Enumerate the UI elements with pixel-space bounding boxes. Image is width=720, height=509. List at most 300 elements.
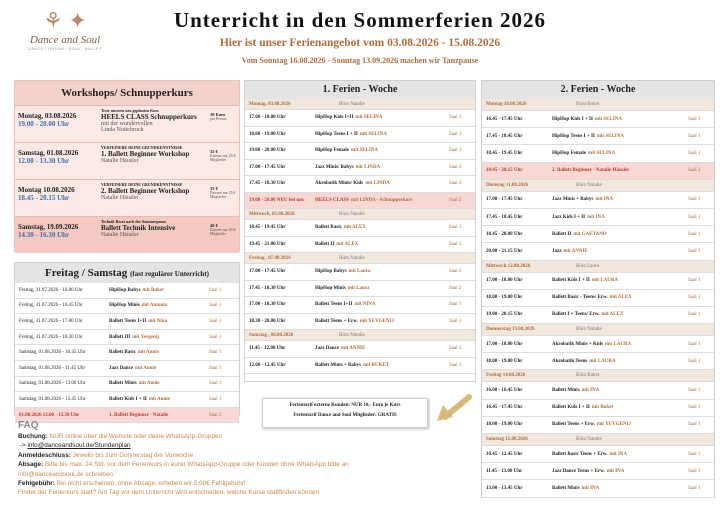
row-time: 18.45 - 19.45 Uhr [486, 150, 523, 156]
class-name: HipHop Kids I + II [552, 116, 593, 122]
schedule-row [245, 127, 475, 144]
schedule-row [482, 163, 714, 180]
fridaysat-title [15, 263, 239, 283]
row-time: 17.00 - 17.45 Uhr [486, 197, 523, 203]
row-class [552, 312, 688, 317]
row-class [552, 422, 688, 427]
schedule-row [482, 353, 714, 370]
schedule-row [482, 480, 714, 497]
teacher-name: mit Laura [348, 269, 371, 275]
faq-fee: Fehlgebühr: Bei nicht erscheinen, ohne Absage, erheben wir 5,00€ Fehlgebühr! [18, 480, 246, 488]
room-label: Saal 1 [209, 287, 222, 293]
schedule-row [482, 243, 714, 260]
workshop-teacher: Linda Nottebrock [101, 127, 144, 133]
workshops-title: Workshops/ Schnupperkurs [15, 81, 239, 105]
price-external: Ferientarif externe Kunden: NUR 10,- Euro je Kurs [289, 403, 401, 408]
room-label: Saal 1 [688, 388, 701, 394]
teacher-name: mit ANNIE [341, 346, 366, 352]
schedule-row [245, 341, 475, 358]
day-header [482, 261, 714, 273]
workshop-name: 1. Ballett Beginner Workshop [101, 150, 190, 158]
room-label: Saal 2 [449, 164, 462, 170]
room-label: Saal 1 [688, 295, 701, 301]
teacher-name: mit SELINA [355, 115, 383, 121]
fridaysat-title-small: (fast regulärer Unterricht) [130, 270, 209, 278]
row-class [552, 197, 688, 202]
class-name: HipHop Kids I+II [315, 115, 354, 121]
teacher-name: mit SELINA [594, 116, 623, 122]
schedule-row [15, 314, 239, 330]
room-label: Saal 2 [449, 197, 462, 203]
faq-section [18, 420, 478, 498]
row-time: 16.45 - 17.45 Uhr [486, 405, 523, 411]
class-name: Ballett Minis + Babys [315, 362, 362, 368]
workshop-name: 2. Ballett Beginner Workshop [101, 187, 190, 195]
room-label: Saal 1 [209, 334, 222, 340]
room-label: Saal 2 [209, 412, 222, 418]
class-name: HipHop Minis [109, 303, 140, 309]
row-class [315, 132, 449, 137]
row-class [552, 359, 688, 364]
workshop-date: Samstag, 19.09.2026 [18, 223, 79, 231]
workshop-teacher: Natalie Häusler [101, 158, 139, 164]
class-name: Jazz Kids I + II [552, 214, 586, 220]
schedule-row [245, 193, 475, 210]
teacher-name: mit ALEX [343, 225, 366, 231]
teacher-name: mit YEVGENIJ [359, 318, 394, 324]
page-subtitle: Hier ist unser Ferienangebot vom 03.08.2026 - 15.08.2026 [219, 37, 501, 49]
row-time: 13.00 - 13.45 Uhr [486, 485, 523, 491]
page-title: Unterricht in den Sommerferien 2026 [173, 8, 547, 32]
workshop-info [99, 217, 209, 253]
workshop-price-note: Externe nur 30 € Mitglieder [210, 228, 236, 236]
week1-title: 1. Ferien - Woche [245, 81, 475, 99]
room-label: Saal 1 [688, 116, 701, 122]
row-time: 18.00 - 19.00 Uhr [486, 422, 523, 428]
schedule-row [245, 110, 475, 127]
room-label: Saal 2 [688, 168, 701, 174]
room-label: Saal 1 [449, 225, 462, 231]
office-label: Büro Buket [576, 102, 600, 107]
row-class [315, 242, 449, 247]
row-class [552, 405, 688, 410]
workshop-price-main: 35 € [210, 149, 218, 154]
schedule-row [15, 377, 239, 393]
row-class [552, 469, 688, 474]
day-header [482, 370, 714, 382]
schedule-row [482, 273, 714, 290]
row-time: 17.00 - 18.30 Uhr [249, 302, 286, 308]
schedule-row [245, 143, 475, 160]
class-name: Ballett Basic [315, 225, 342, 231]
teacher-name: mit INA [606, 468, 625, 474]
workshop-sub: mit der wundervollen [101, 121, 153, 127]
class-name: Ballett Minis [109, 381, 137, 387]
teacher-name: mit Annie [135, 365, 157, 371]
row-time: 18.45 - 20.00 Uhr [486, 231, 523, 237]
room-label: Saal 1 [688, 451, 701, 457]
teacher-name: mit INA [581, 388, 600, 394]
price-members: Ferientarif Dance and Soul Mitglieder: GRATIS [293, 413, 397, 418]
teacher-name: mit Nina [148, 318, 168, 324]
teacher-name: mit BUKET [363, 362, 390, 368]
class-name: HipHop Female [315, 148, 350, 154]
row-class [552, 388, 688, 393]
office-label: Büro Natalie [339, 255, 365, 261]
workshop-name: HEELS CLASS Schnupperkurs [101, 113, 197, 121]
room-label: Saal 1 [688, 278, 701, 284]
row-time: 18.30 - 20.00 Uhr [249, 318, 286, 324]
class-name: Jazz Dance Teens + Erw. [552, 468, 605, 474]
faq-link-line: -> info@danceandsoul.de/Stundenplan [19, 442, 131, 450]
workshop-item [15, 216, 239, 253]
workshop-price-note: Externe nur 25 € Mitglieder [210, 154, 236, 162]
class-name: Ballett Basic [109, 350, 136, 356]
schedule-row [482, 417, 714, 434]
row-class [552, 278, 688, 283]
row-class [315, 148, 449, 153]
schedule-row [482, 209, 714, 226]
day-label: Mittwoch 12.08.2026 [486, 263, 531, 269]
row-time: 11.45 - 13.00 Uhr [486, 468, 523, 474]
class-name: Ballett Kids I + II [552, 278, 590, 284]
room-label: Saal 1 [688, 197, 701, 203]
row-class [315, 319, 449, 324]
room-label: Saal 2 [449, 269, 462, 275]
workshop-date: Montag, 03.08.2026 [18, 112, 77, 120]
class-name: Jazz Dance [109, 365, 134, 371]
office-label: Büro Laura [576, 263, 599, 269]
day-header [245, 99, 475, 110]
row-time: 10.45 - 12.45 Uhr [486, 451, 523, 457]
row-class [552, 452, 688, 457]
faq-decision: Findet der Ferienkurs statt? Am Tag vor dem Unterricht wird entschieden, welche Kurse stattfinden können [18, 489, 320, 497]
fridaysat-title-main: Freitag / Samstag [45, 267, 128, 279]
class-name: HipHop Teens I + II [552, 133, 595, 139]
teacher-name: mit LAURA [591, 278, 619, 284]
schedule-row [482, 307, 714, 324]
class-name: Ballett Minis [552, 485, 580, 491]
workshop-when [15, 106, 99, 142]
row-class [552, 117, 688, 122]
class-name: Ballett Kids I + II [552, 405, 590, 411]
faq-title: FAQ [18, 420, 39, 431]
class-name: Ballett III [109, 334, 131, 340]
day-header [482, 180, 714, 192]
class-name: 1. Ballett Beginner - Natalie [109, 412, 169, 418]
teacher-name: mit Yevgenij [132, 334, 159, 340]
workshop-item [15, 105, 239, 142]
room-label: Saal 1 [688, 485, 701, 491]
teacher-name: mit LINDA [365, 181, 390, 187]
row-time: 17.45 - 18.45 Uhr [486, 214, 523, 220]
class-name: Ballett Teens I+II [315, 302, 353, 308]
day-header [245, 253, 475, 264]
class-name: Ballett II [315, 241, 335, 247]
row-time: 17.00 - 18.00 Uhr [486, 278, 523, 284]
room-label: Saal 1 [688, 358, 701, 364]
schedule-row [15, 361, 239, 377]
row-class [109, 350, 209, 355]
workshop-price [209, 143, 239, 179]
row-class [315, 198, 449, 203]
teacher-name: mit Annie [137, 350, 159, 356]
row-time: 18.00 - 19.00 Uhr [249, 131, 286, 137]
workshop-time: 19.00 - 20.00 Uhr [18, 120, 70, 128]
room-label: Saal 2 [449, 285, 462, 291]
day-label: Mittwoch, 05.08.2026 [249, 211, 295, 217]
room-label: Saal 1 [688, 422, 701, 428]
row-time: 11.45 - 12.00 Uhr [249, 346, 286, 352]
day-label: Samstag , 08.08.2026 [249, 332, 294, 338]
room-label: Saal 1 [209, 350, 222, 356]
pause-notice: Vom Sonntag 16.08.2026 - Sonntag 13.09.2026 machen wir Tanzpause [241, 56, 479, 65]
day-header [245, 330, 475, 341]
fridaysat-panel [14, 262, 240, 416]
room-label: Saal 1 [449, 318, 462, 324]
room-label: Saal 1 [449, 115, 462, 121]
row-time: Samstag, 01.08.2026 - 13.45 Uhr [19, 396, 86, 402]
row-time: Samstag, 01.08.2026 - 13.00 Uhr [19, 381, 86, 387]
schedule-row [482, 226, 714, 243]
row-class [109, 381, 209, 386]
class-name: Ballett I + Teens/ Erw. [552, 312, 600, 318]
row-time: 17.00 - 18.00 Uhr [486, 341, 523, 347]
class-name: Jazz [552, 248, 562, 254]
workshop-price-note: pro Person [210, 117, 227, 121]
teacher-name: mit LAURA [589, 358, 616, 364]
schedule-row [15, 345, 239, 361]
week2-panel [481, 80, 715, 498]
row-class [109, 413, 209, 418]
teacher-name: mit Laura [347, 285, 370, 291]
row-time: Freitag, 31.07.2026 - 16.45 Uhr [19, 303, 83, 309]
teacher-name: mit SELINA [359, 131, 387, 137]
row-class [552, 232, 688, 237]
workshop-name: Ballett Technik Intensive [101, 224, 176, 232]
room-label: Saal 1 [688, 405, 701, 411]
row-time: 16.45 - 17.45 Uhr [486, 116, 523, 122]
row-time: 17.00 - 18.00 Uhr [249, 115, 286, 121]
office-label: Büro Natalie [339, 332, 365, 338]
class-name: Akrobatik Teens [552, 358, 588, 364]
workshop-note: Technik Reset nach der Sommerpause [101, 219, 167, 224]
row-time: Freitag, 31.07.2026 - 17.00 Uhr [19, 318, 83, 324]
workshop-teacher: Natalie Häusler [101, 195, 139, 201]
office-label: Büro Natalie [576, 437, 602, 442]
row-class [109, 335, 209, 340]
schedule-row [245, 297, 475, 314]
class-name: Ballett II [552, 231, 572, 237]
row-class [315, 302, 449, 307]
teacher-name: mit GAETANO [573, 231, 607, 237]
day-header [482, 434, 714, 446]
row-time: Freitag, 31.07.2026 - 18.30 Uhr [19, 334, 83, 340]
room-label: Saal 1 [688, 468, 701, 474]
row-time: 18.45 - 19.45 Uhr [249, 225, 286, 231]
teacher-name: mit Buket [142, 287, 164, 293]
teacher-name: mit INA [581, 485, 600, 491]
row-class [315, 115, 449, 120]
office-label: Büro Natalie [576, 182, 602, 188]
row-time: Samstag, 01.08.2026 - 10.45 Uhr [19, 350, 86, 356]
row-class [552, 215, 688, 220]
schedule-row [482, 145, 714, 162]
row-class [552, 249, 688, 254]
row-class [109, 366, 209, 371]
class-name: HipHop Female [552, 150, 587, 156]
faq-booking: Buchung: NUR online über die Website oder deine WhatsApp-Gruppen [18, 433, 223, 440]
class-name: Ballett Minis [552, 388, 580, 394]
class-name: Jazz Dance [315, 346, 340, 352]
workshop-price-main: 10 Euro [210, 112, 226, 117]
teacher-name: mit Annie [138, 381, 160, 387]
workshop-price [209, 180, 239, 216]
row-class [315, 165, 449, 170]
workshop-info [99, 143, 209, 179]
class-name: Akrobatik Minis + Kids [552, 341, 603, 347]
class-name: HipHop Teens I + II [315, 131, 358, 137]
logo [20, 8, 110, 66]
schedule-row [15, 283, 239, 299]
workshop-time: 12.00 - 13.30 Uhr [18, 157, 70, 165]
workshop-price-note: Externe nur 25 € Mitglieder [210, 191, 236, 199]
class-name: 2. Ballett Beginner - Natalie Häusler [552, 168, 630, 174]
workshop-price [209, 217, 239, 253]
workshop-when [15, 217, 99, 253]
class-name: Ballett Basic - Teens/ Erw. [552, 295, 608, 301]
schedule-row [482, 382, 714, 399]
row-class [552, 134, 688, 139]
faq-cancel-email: info@danceandsoul.de schreiben. [18, 470, 115, 478]
row-time: 17.45 - 18.45 Uhr [486, 133, 523, 139]
schedule-row [15, 330, 239, 346]
workshop-item [15, 142, 239, 179]
faq-link[interactable]: info@danceandsoul.de/Stundenplan [27, 442, 131, 450]
workshop-when [15, 180, 99, 216]
schedule-row [15, 392, 239, 408]
row-class [109, 319, 209, 324]
row-class [552, 168, 688, 173]
schedule-row [245, 176, 475, 193]
class-name: Akrobatik Minis/ Kids [315, 181, 364, 187]
teacher-name: mit ALEX [336, 241, 359, 247]
room-label: Saal 1 [688, 150, 701, 156]
day-header [245, 209, 475, 220]
teacher-name: mit ANNIE [563, 248, 588, 254]
room-label: Saal 1 [449, 346, 462, 352]
row-time: 17.45 - 18.30 Uhr [249, 181, 286, 187]
workshop-when [15, 143, 99, 179]
workshop-time: 14.30 - 16.30 Uhr [18, 231, 70, 239]
row-time: 17.45 - 18.30 Uhr [249, 285, 286, 291]
row-class [552, 486, 688, 491]
workshop-note: VERFEINERE DEINE GRUNDKENNTNISSE [101, 182, 183, 187]
teacher-name: mit Annie [148, 396, 170, 402]
schedule-row [482, 446, 714, 463]
row-time: 18.00 - 19.00 Uhr [486, 358, 523, 364]
workshop-info [99, 180, 209, 216]
teacher-name: mit LAURA [604, 341, 632, 347]
row-time: 19.00 - 20.15 Uhr [486, 312, 523, 318]
teacher-name: mit INA [587, 214, 605, 220]
room-label: Saal 1 [449, 302, 462, 308]
room-label: Saal 1 [209, 303, 222, 309]
room-label: Saal 1 [449, 241, 462, 247]
row-time: 19.45 - 21.00 Uhr [249, 241, 286, 247]
teacher-name: mit ALEX [609, 295, 632, 301]
faq-deadline: Anmeldeschluss: Jeweils bis zum Donnerstag der Vorwoche [18, 451, 194, 459]
day-label: Dienstag 11.08.2026 [486, 182, 529, 188]
logo-name: Dance and Soul [29, 34, 101, 46]
workshop-price-main: 35 € [210, 186, 218, 191]
class-name: Ballett Teens + Erw. [552, 422, 595, 428]
workshop-date: Montag 10.08.2026 [18, 186, 75, 194]
schedule-row [482, 400, 714, 417]
day-label: Donnerstag 13.08.2026 [486, 327, 535, 333]
workshops-panel [14, 80, 240, 252]
teacher-name: mit YEVGENIJ [596, 422, 631, 428]
day-label: Freitag 14.08.2026 [486, 373, 526, 379]
row-class [109, 288, 209, 293]
teacher-name: mit SELINA [588, 150, 616, 156]
office-label: Büro Natalie [576, 327, 602, 333]
room-label: Saal 1 [449, 148, 462, 154]
row-time: 01.08.2026 12.00 - 13.30 Uhr [19, 412, 80, 418]
teacher-name: mit ALEX [601, 312, 624, 318]
schedule-row [482, 290, 714, 307]
row-class [315, 269, 449, 274]
workshop-teacher: Natalie Häusler [101, 232, 139, 238]
schedule-row [245, 281, 475, 298]
workshop-item [15, 179, 239, 216]
class-name: HipHop Babys [109, 287, 141, 293]
row-class [315, 225, 449, 230]
room-label: Saal 1 [209, 365, 222, 371]
office-label: Büro Natalie [339, 211, 365, 217]
room-label: Saal 1 [449, 131, 462, 137]
schedule-row [482, 111, 714, 128]
workshop-note: VERFEINERE DEINE GRUNDKENNTNISSE [101, 145, 183, 150]
workshop-info [99, 106, 209, 142]
class-name: Ballett Teens + Erw. [315, 318, 358, 324]
row-class [315, 286, 449, 291]
schedule-row [245, 358, 475, 375]
workshop-price-main: 40 € [210, 223, 218, 228]
row-time: 19.00 - 20.00 Uhr [249, 148, 286, 154]
teacher-name: mit SELINA [596, 133, 624, 139]
logo-tagline: DANCE · DREAM · SOUL · BALLET [28, 46, 102, 51]
schedule-row [482, 128, 714, 145]
workshop-time: 18.45 - 20.15 Uhr [18, 194, 70, 202]
room-label: Saal 2 [449, 181, 462, 187]
room-label: Saal 1 [688, 231, 701, 237]
row-class [315, 346, 449, 351]
room-label: Saal 1 [688, 214, 701, 220]
row-time: 16.00 - 16.45 Uhr [486, 388, 523, 394]
teacher-name: mit LINDA - Schnupperkurs [351, 197, 413, 203]
teacher-name: mit SELINA [351, 148, 379, 154]
schedule-row [245, 264, 475, 281]
row-class [315, 363, 449, 368]
class-name: HEELS CLASS [315, 197, 350, 203]
schedule-row [482, 463, 714, 480]
faq-cancel: Absage: Bitte bis max. 24 Std. vor dem Ferienkurs in eurer WhatsApp-Gruppe oder Kunden ohne WhatsApp bitte an [18, 461, 349, 469]
row-class [552, 295, 688, 300]
schedule-row [245, 220, 475, 237]
room-label: Saal 1 [688, 248, 701, 254]
workshop-note: Teste unseren neu geplanten Kurs [101, 108, 159, 113]
